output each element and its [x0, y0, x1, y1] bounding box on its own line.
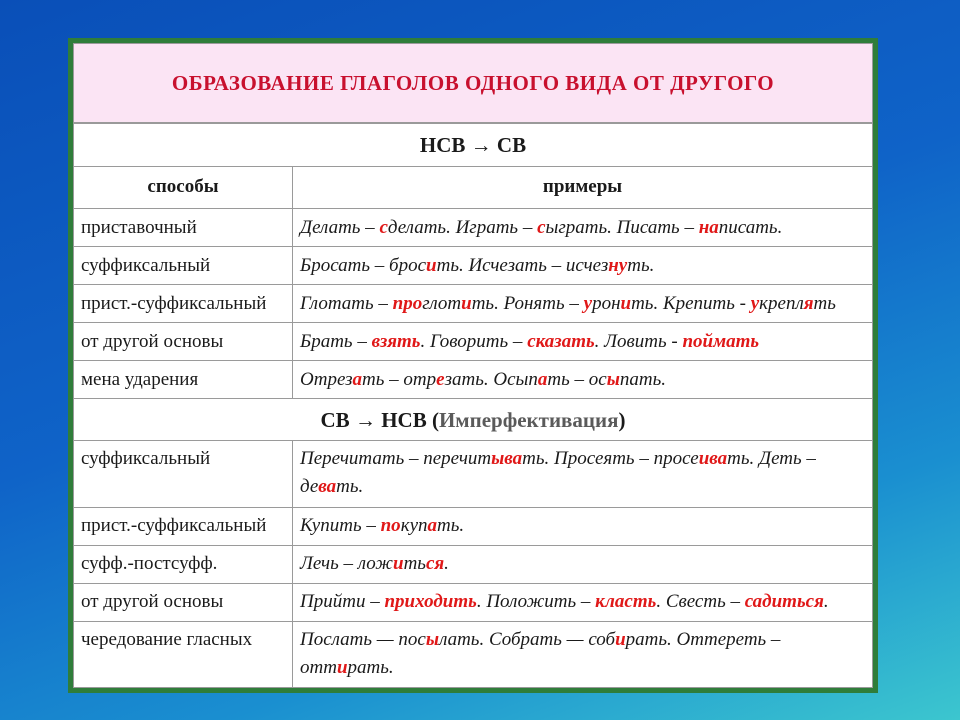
- section-sv-nsv: [74, 399, 873, 441]
- highlighted-morpheme: поймать: [682, 330, 760, 352]
- table-row: [74, 285, 873, 323]
- example-text: ть. Крепить -: [631, 292, 751, 314]
- highlighted-morpheme: ну: [608, 254, 628, 276]
- method-cell: от другой основы: [74, 323, 293, 361]
- example-text: Брать –: [300, 330, 372, 352]
- example-text: рать.: [347, 656, 394, 678]
- method-cell: чередование гласных: [74, 621, 293, 687]
- highlighted-morpheme: с: [537, 216, 546, 238]
- example-text: ть: [403, 553, 426, 575]
- examples-cell: [293, 361, 873, 399]
- example-text: ть.: [336, 476, 364, 498]
- column-header-methods: способы: [74, 166, 293, 208]
- examples-cell: [293, 621, 873, 687]
- method-cell: от другой основы: [74, 583, 293, 621]
- example-text: Послать — пос: [300, 628, 426, 650]
- example-text: ть.: [627, 254, 655, 276]
- highlighted-morpheme: сказать: [527, 330, 595, 352]
- highlighted-morpheme: я: [803, 292, 814, 314]
- example-text: рать. Оттереть – отт: [300, 628, 781, 678]
- table-row: [74, 545, 873, 583]
- method-cell: суфф.-постсуфф.: [74, 545, 293, 583]
- highlighted-morpheme: садиться: [744, 591, 824, 613]
- example-text: лать. Собрать — соб: [439, 628, 616, 650]
- table-row: [74, 361, 873, 399]
- column-header-examples: примеры: [293, 166, 873, 208]
- example-text: ть – ос: [547, 368, 607, 390]
- highlighted-morpheme: по: [380, 515, 401, 537]
- example-text: ть. Исчезать – исчез: [436, 254, 609, 276]
- highlighted-morpheme: а: [352, 368, 363, 390]
- example-text: глот: [422, 292, 462, 314]
- example-text: рон: [592, 292, 621, 314]
- table-row: [74, 583, 873, 621]
- example-text: делать. Играть –: [387, 216, 538, 238]
- example-text: ть. Ронять –: [471, 292, 584, 314]
- section-sv-nsv-heading: [74, 399, 873, 441]
- table-title-row: [74, 44, 873, 124]
- highlighted-morpheme: ы: [606, 368, 620, 390]
- example-text: писать.: [718, 216, 783, 238]
- section-nsv-sv: [74, 123, 873, 166]
- highlighted-morpheme: ва: [318, 476, 337, 498]
- table-row: [74, 507, 873, 545]
- table-row: [74, 323, 873, 361]
- highlighted-morpheme: и: [392, 553, 404, 575]
- example-text: Делать –: [300, 216, 380, 238]
- highlighted-morpheme: и: [461, 292, 472, 314]
- method-cell: суффиксальный: [74, 441, 293, 507]
- example-text: зать. Осып: [444, 368, 538, 390]
- highlighted-morpheme: е: [436, 368, 445, 390]
- example-text: пать.: [619, 368, 667, 390]
- example-text: ть – отр: [362, 368, 437, 390]
- examples-cell: [293, 209, 873, 247]
- examples-cell: [293, 441, 873, 507]
- example-text: . Положить –: [476, 591, 596, 613]
- example-text: ть.: [437, 515, 465, 537]
- example-text: крепл: [759, 292, 804, 314]
- highlighted-morpheme: и: [620, 292, 632, 314]
- verb-aspect-table: [73, 43, 873, 688]
- highlighted-morpheme: и: [615, 628, 626, 650]
- highlighted-morpheme: ы: [425, 628, 440, 650]
- highlighted-morpheme: и: [426, 254, 437, 276]
- method-cell: мена ударения: [74, 361, 293, 399]
- example-text: Купить –: [300, 515, 381, 537]
- highlighted-morpheme: с: [379, 216, 388, 238]
- table-row: [74, 247, 873, 285]
- highlighted-morpheme: и: [336, 656, 348, 678]
- highlighted-morpheme: приходить: [384, 591, 477, 613]
- example-text: Лечь – лож: [300, 553, 393, 575]
- example-text: Бросать – брос: [300, 254, 427, 276]
- section-heading-main: СВ → НСВ (: [320, 407, 439, 432]
- example-text: Отрез: [300, 368, 353, 390]
- example-text: ть. Деть – де: [300, 448, 816, 498]
- example-text: .: [823, 591, 829, 613]
- section-heading-close: ): [618, 407, 626, 432]
- example-text: . Свесть –: [656, 591, 745, 613]
- section-nsv-sv-heading: НСВ → СВ: [74, 123, 873, 166]
- highlighted-morpheme: ся: [425, 553, 445, 575]
- highlighted-morpheme: взять: [371, 330, 421, 352]
- table-title: ОБРАЗОВАНИЕ ГЛАГОЛОВ ОДНОГО ВИДА ОТ ДРУГОГО: [74, 44, 873, 124]
- example-text: Перечитать – перечит: [300, 448, 492, 470]
- method-cell: приставочный: [74, 209, 293, 247]
- examples-cell: [293, 545, 873, 583]
- table-row: [74, 621, 873, 687]
- examples-cell: [293, 583, 873, 621]
- example-text: . Ловить -: [594, 330, 683, 352]
- example-text: Прийти –: [300, 591, 385, 613]
- highlighted-morpheme: ыва: [491, 448, 523, 470]
- example-text: ть: [813, 292, 836, 314]
- example-text: куп: [400, 515, 428, 537]
- method-cell: суффиксальный: [74, 247, 293, 285]
- highlighted-morpheme: на: [698, 216, 719, 238]
- table-row: [74, 441, 873, 507]
- highlighted-morpheme: у: [583, 292, 593, 314]
- highlighted-morpheme: а: [427, 515, 438, 537]
- example-text: ть. Просеять – просе: [522, 448, 699, 470]
- table-row: [74, 209, 873, 247]
- example-text: . Говорить –: [420, 330, 528, 352]
- examples-cell: [293, 247, 873, 285]
- examples-cell: [293, 285, 873, 323]
- examples-cell: [293, 507, 873, 545]
- example-text: Глотать –: [300, 292, 393, 314]
- example-text: ыграть. Писать –: [545, 216, 699, 238]
- column-header-row: [74, 166, 873, 208]
- method-cell: прист.-суффиксальный: [74, 507, 293, 545]
- highlighted-morpheme: ива: [698, 448, 728, 470]
- section-heading-sub: Имперфективация: [438, 407, 619, 432]
- method-cell: прист.-суффиксальный: [74, 285, 293, 323]
- highlighted-morpheme: класть: [595, 591, 657, 613]
- verb-aspect-table-frame: [68, 38, 878, 693]
- highlighted-morpheme: про: [392, 292, 423, 314]
- examples-cell: [293, 323, 873, 361]
- highlighted-morpheme: а: [537, 368, 548, 390]
- highlighted-morpheme: у: [750, 292, 760, 314]
- example-text: .: [444, 553, 449, 575]
